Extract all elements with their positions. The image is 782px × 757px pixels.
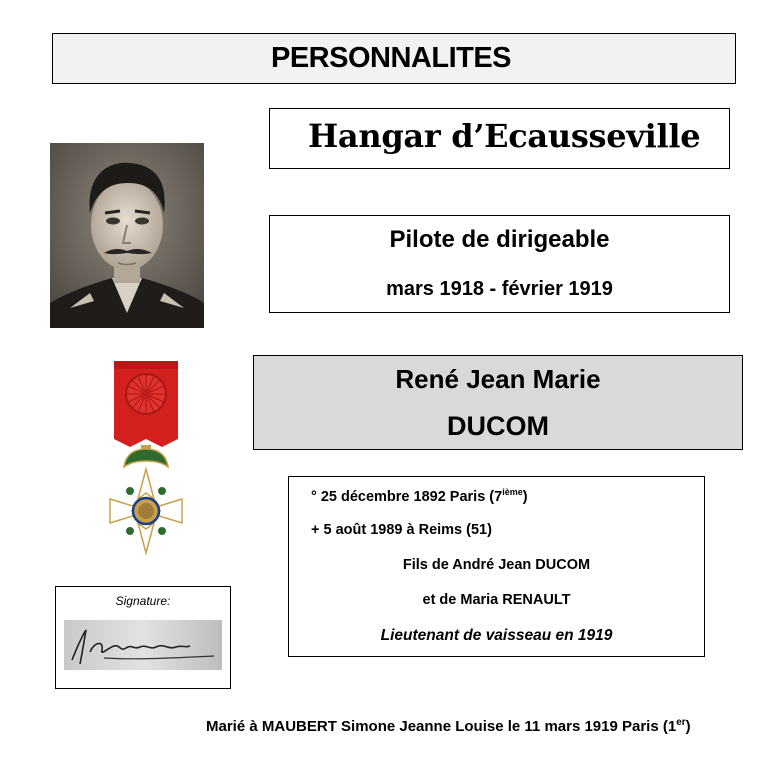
surname: DUCOM: [447, 411, 549, 441]
portrait-photo: [50, 143, 204, 328]
signature-image: [64, 620, 222, 670]
mother-line: et de Maria RENAULT: [422, 592, 571, 608]
info-box: [288, 476, 705, 657]
marriage-line: [206, 717, 691, 735]
signature-label: Signature:: [115, 594, 171, 608]
role-period: mars 1918 - février 1919: [386, 278, 613, 300]
medal-image: [106, 359, 186, 559]
father-line: Fils de André Jean DUCOM: [402, 557, 591, 573]
death-line: + 5 août 1989 à Reims (51): [311, 522, 492, 538]
birth-sup: ième: [502, 487, 523, 497]
marriage-close: ): [685, 718, 691, 735]
place-box: [269, 108, 730, 169]
rank-line: Lieutenant de vaisseau en 1919: [380, 627, 613, 644]
role-box: [269, 215, 730, 313]
header-title: PERSONNALITES: [271, 42, 512, 74]
header-box: [52, 33, 736, 84]
name-box: [253, 355, 743, 450]
birth-close: ): [522, 488, 528, 505]
marriage-sup: er: [676, 717, 686, 728]
birth-line: [311, 487, 528, 505]
marriage-text: Marié à MAUBERT Simone Jeanne Louise le 11 mars 1919 Paris (1: [206, 718, 677, 735]
given-names: René Jean Marie: [395, 364, 601, 394]
place-title: Hangar d’Ecausseville: [308, 117, 701, 155]
birth-text: ° 25 décembre 1892 Paris (7: [311, 488, 503, 505]
role-title: Pilote de dirigeable: [389, 226, 610, 253]
